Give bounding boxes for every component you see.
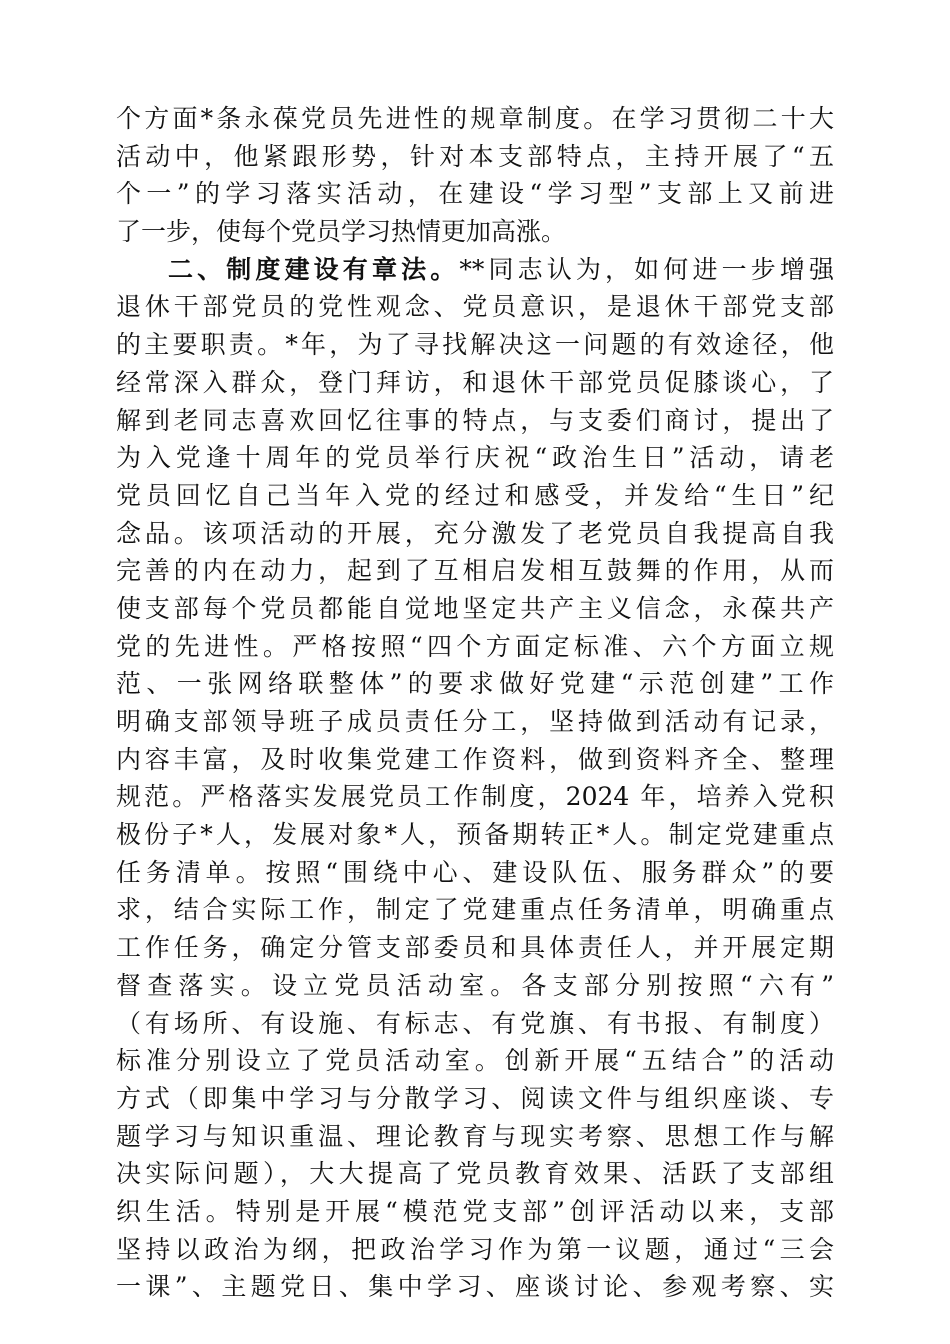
- text-line: 完善的内在动力，起到了互相启发相互鼓舞的作用，从而: [116, 556, 834, 586]
- text-line: 党的先进性。严格按照“四个方面定标准、六个方面立规: [116, 631, 834, 661]
- text-line: 内容丰富，及时收集党建工作资料，做到资料齐全、整理: [116, 744, 834, 774]
- text-line: 织生活。特别是开展“模范党支部”创评活动以来，支部: [116, 1196, 834, 1226]
- text-line: 的主要职责。*年，为了寻找解决这一问题的有效途径，他: [116, 330, 834, 360]
- body-text: [116, 100, 834, 1306]
- text-line: 使支部每个党员都能自觉地坚定共产主义信念，永葆共产: [116, 593, 834, 623]
- text-line: 极份子*人，发展对象*人，预备期转正*人。制定党建重点: [116, 820, 834, 850]
- text-line: 求，结合实际工作，制定了党建重点任务清单，明确重点: [116, 895, 834, 925]
- text-line-rest: **同志认为，如何进一步增强: [459, 254, 834, 284]
- text-line: 题学习与知识重温、理论教育与现实考察、思想工作与解: [116, 1121, 834, 1151]
- text-line: 决实际问题），大大提高了党员教育效果、活跃了支部组: [116, 1159, 834, 1189]
- text-line: 个一”的学习落实活动，在建设“学习型”支部上又前进: [116, 179, 834, 209]
- text-line: 为入党逢十周年的党员举行庆祝“政治生日”活动，请老: [116, 443, 834, 473]
- text-line: 活动中，他紧跟形势，针对本支部特点，主持开展了“五: [116, 141, 834, 171]
- text-line: 念品。该项活动的开展，充分激发了老党员自我提高自我: [116, 518, 834, 548]
- text-line: 党员回忆自己当年入党的经过和感受，并发给“生日”纪: [116, 480, 834, 510]
- text-line: 明确支部领导班子成员责任分工，坚持做到活动有记录，: [116, 707, 834, 736]
- text-line: 一课”、主题党日、集中学习、座谈讨论、参观考察、实: [116, 1272, 834, 1302]
- text-line: 经常深入群众，登门拜访，和退休干部党员促膝谈心，了: [116, 367, 834, 397]
- text-line: 督查落实。设立党员活动室。各支部分别按照“六有”: [116, 970, 834, 1000]
- text-line: 解到老同志喜欢回忆往事的特点，与支委们商讨，提出了: [116, 405, 834, 435]
- text-line: 了一步，使每个党员学习热情更加高涨。: [116, 217, 567, 247]
- text-line: （有场所、有设施、有标志、有党旗、有书报、有制度）: [116, 1008, 834, 1038]
- text-line: 个方面*条永葆党员先进性的规章制度。在学习贯彻二十大: [116, 104, 834, 133]
- text-line: 范、一张网络联整体”的要求做好党建“示范创建”工作: [116, 669, 834, 699]
- text-line: 标准分别设立了党员活动室。创新开展“五结合”的活动: [116, 1046, 834, 1076]
- text-line: 坚持以政治为纲，把政治学习作为第一议题，通过“三会: [116, 1234, 834, 1264]
- section-heading: 二、制度建设有章法。: [168, 254, 460, 284]
- section-heading-line: [116, 251, 834, 289]
- text-line: 任务清单。按照“围绕中心、建设队伍、服务群众”的要: [116, 857, 834, 887]
- text-line: 方式（即集中学习与分散学习、阅读文件与组织座谈、专: [116, 1083, 834, 1113]
- text-line: 规范。严格落实发展党员工作制度，2024 年，培养入党积: [116, 782, 834, 812]
- text-line: 退休干部党员的党性观念、党员意识，是退休干部党支部: [116, 292, 834, 322]
- text-line: 工作任务，确定分管支部委员和具体责任人，并开展定期: [116, 933, 834, 963]
